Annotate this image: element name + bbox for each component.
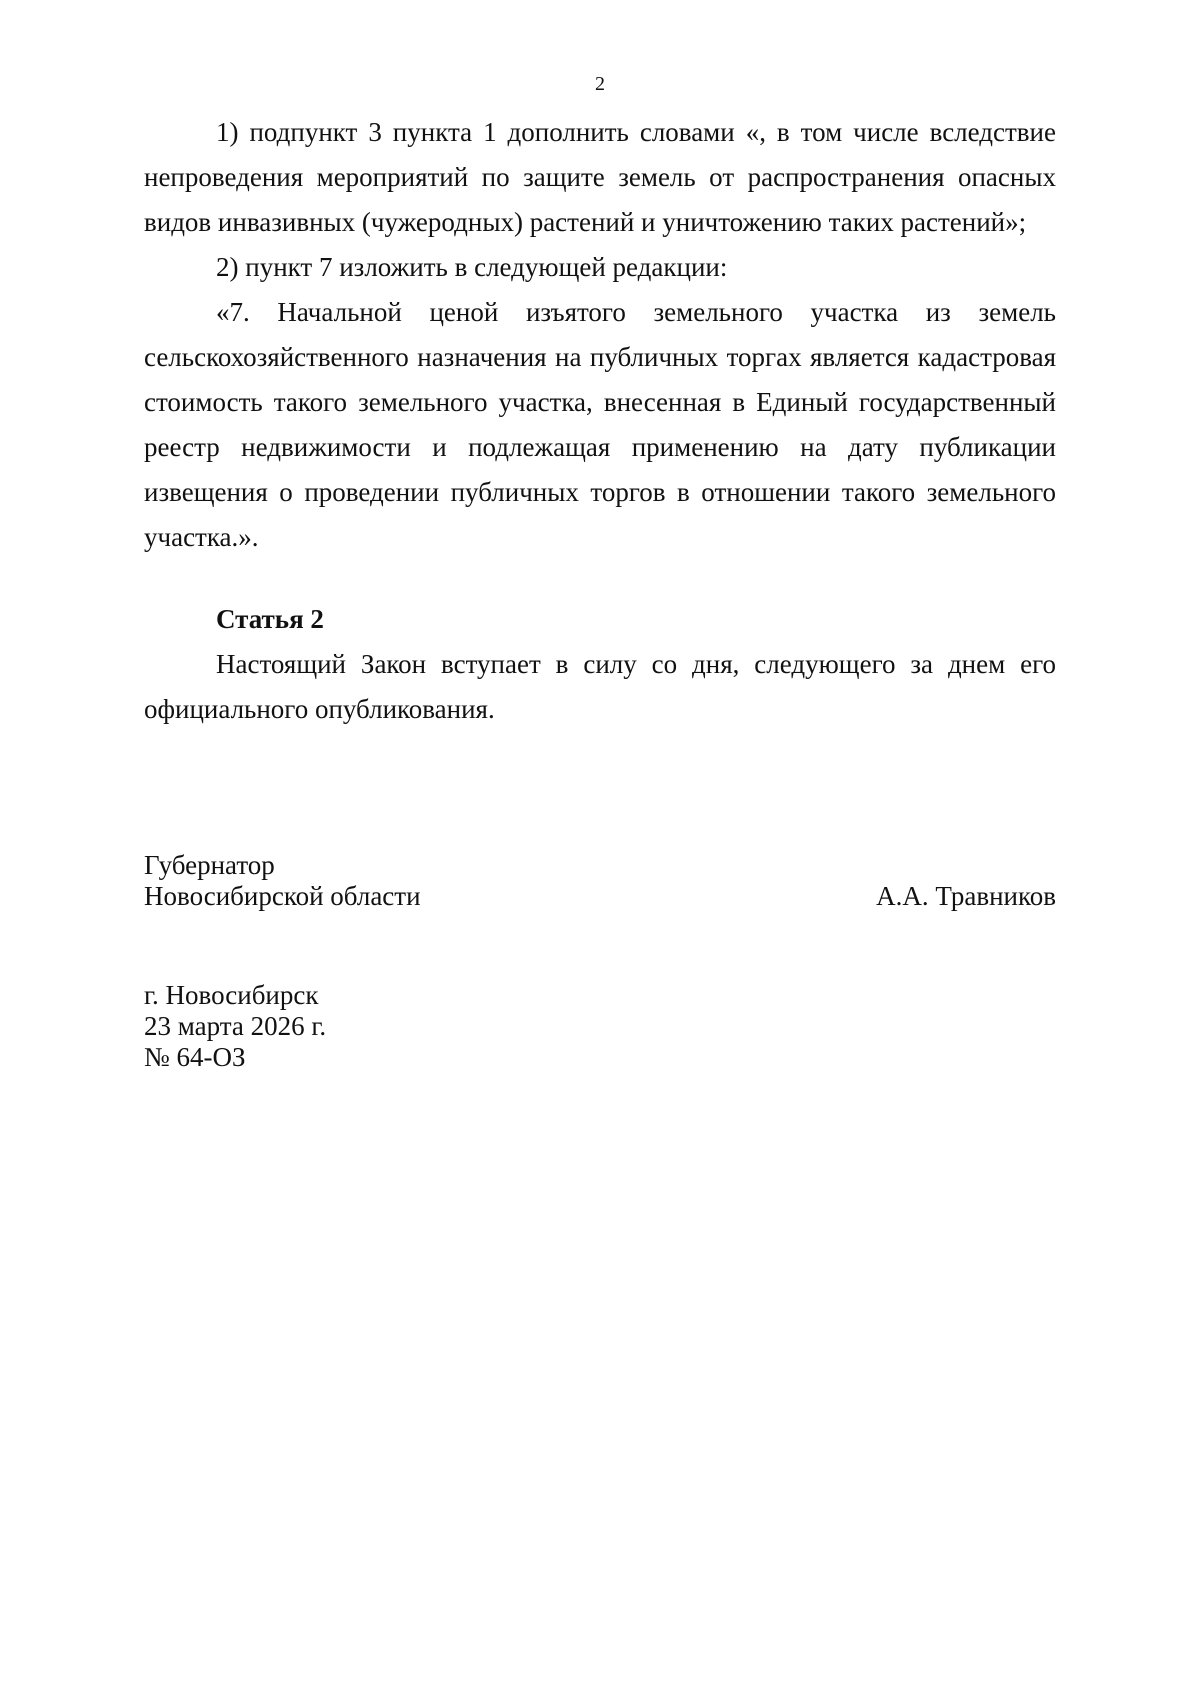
signer-name: А.А. Травников xyxy=(876,881,1056,911)
signature-block xyxy=(144,850,1056,912)
article-heading: Статья 2 xyxy=(216,604,324,634)
amendment-item-2: 2) пункт 7 изложить в следующей редакции: xyxy=(216,252,728,282)
law-number: № 64-ОЗ xyxy=(144,1042,246,1072)
law-date: 23 марта 2026 г. xyxy=(144,1011,327,1041)
article-text: Настоящий Закон вступает в силу со дня, следующего за днем его официального опубликования. xyxy=(144,649,1056,724)
document-body xyxy=(144,110,1056,732)
signer-title-line1: Губернатор xyxy=(144,850,275,880)
amendment-item-1: 1) подпункт 3 пункта 1 дополнить словами «, в том числе вследствие непроведения мероприятий по защите земель от распространения опасных видов инвазивных (чужеродных) растений и уничтожению таких растений»; xyxy=(144,117,1056,237)
signer-title-line2: Новосибирской области xyxy=(144,881,421,911)
amendment-new-text: «7. Начальной ценой изъятого земельного участка из земель сельскохозяйственного назначения на публичных торгах является кадастровая стоимость такого земельного участка, внесенная в Единый государственный реестр недвижимости и подлежащая применению на дату публикации извещения о проведении публичных торгов в отношении такого земельного участка.». xyxy=(144,297,1056,552)
place-date-block xyxy=(144,980,326,1073)
city: г. Новосибирск xyxy=(144,980,319,1010)
signer-row xyxy=(144,881,1056,912)
page-number: 2 xyxy=(595,73,605,95)
